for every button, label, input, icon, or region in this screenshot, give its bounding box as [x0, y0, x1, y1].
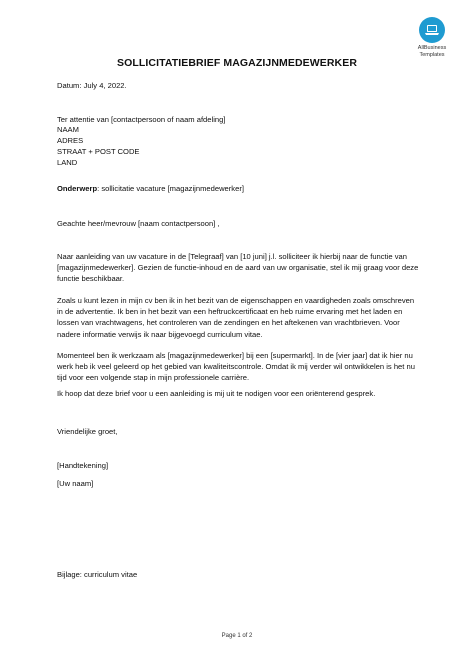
closing: Vriendelijke groet,	[57, 427, 118, 436]
date-line: Datum: July 4, 2022.	[57, 81, 127, 90]
subject-text: : sollicitatie vacature [magazijnmedewerker]	[97, 184, 244, 193]
laptop-icon	[419, 17, 445, 43]
body-paragraph-4: Ik hoop dat deze brief voor u een aanleiding is mij uit te nodigen voor een oriënterend gesprek.	[57, 389, 376, 398]
recipient-name: NAAM	[57, 125, 79, 134]
subject-label: Onderwerp	[57, 184, 98, 193]
recipient-country: LAND	[57, 158, 78, 167]
recipient-postal: STRAAT + POST CODE	[57, 147, 140, 156]
salutation: Geachte heer/mevrouw [naam contactpersoon] ,	[57, 219, 220, 228]
body-paragraph-3: Momenteel ben ik werkzaam als [magazijnmedewerker] bij een [supermarkt]. In de [vier jaar] dat ik hier nu werk heb ik veel geleerd op het gebied van kwaliteitscontrole. Omdat ik mij verder wil ontwikkelen is het nu tijd voor een volgende stap in mijn professionele carrière.	[57, 351, 415, 383]
attention-line: Ter attentie van [contactpersoon of naam afdeling]	[57, 115, 226, 124]
page-number: Page 1 of 2	[221, 633, 253, 639]
recipient-address: ADRES	[57, 136, 84, 145]
body-paragraph-1: Naar aanleiding van uw vacature in de [Telegraaf] van [10 juni] j.l. solliciteer ik hierbij naar de functie van [magazijnmedewerker]. Gezien de functie-inhoud en de aard van uw organisatie, stel ik mij graag voor deze functie beschikbaar.	[57, 252, 419, 284]
attachment-line: Bijlage: curriculum vitae	[57, 570, 138, 579]
logo-line-2: Templates	[419, 51, 445, 58]
signature-placeholder: [Handtekening]	[57, 461, 109, 470]
document-title: SOLLICITATIEBRIEF MAGAZIJNMEDEWERKER	[116, 57, 358, 69]
subject-line	[57, 184, 244, 194]
logo-line-1: AllBusiness	[417, 45, 447, 51]
signer-name: [Uw naam]	[57, 479, 94, 488]
body-paragraph-2: Zoals u kunt lezen in mijn cv ben ik in het bezit van de eigenschappen en vaardigheden zoals omschreven in de advertentie. Ik ben in het bezit van een heftruckcertificaat en heb ruime ervaring met het laden en lossen van vrachtwagens, het controleren van de zendingen en het aftekenen van vrachtbrieven. Voor nadere informatie verwijs ik naar bijgevoegd curriculum vitae.	[57, 296, 415, 339]
allbusiness-logo[interactable]	[407, 17, 457, 58]
